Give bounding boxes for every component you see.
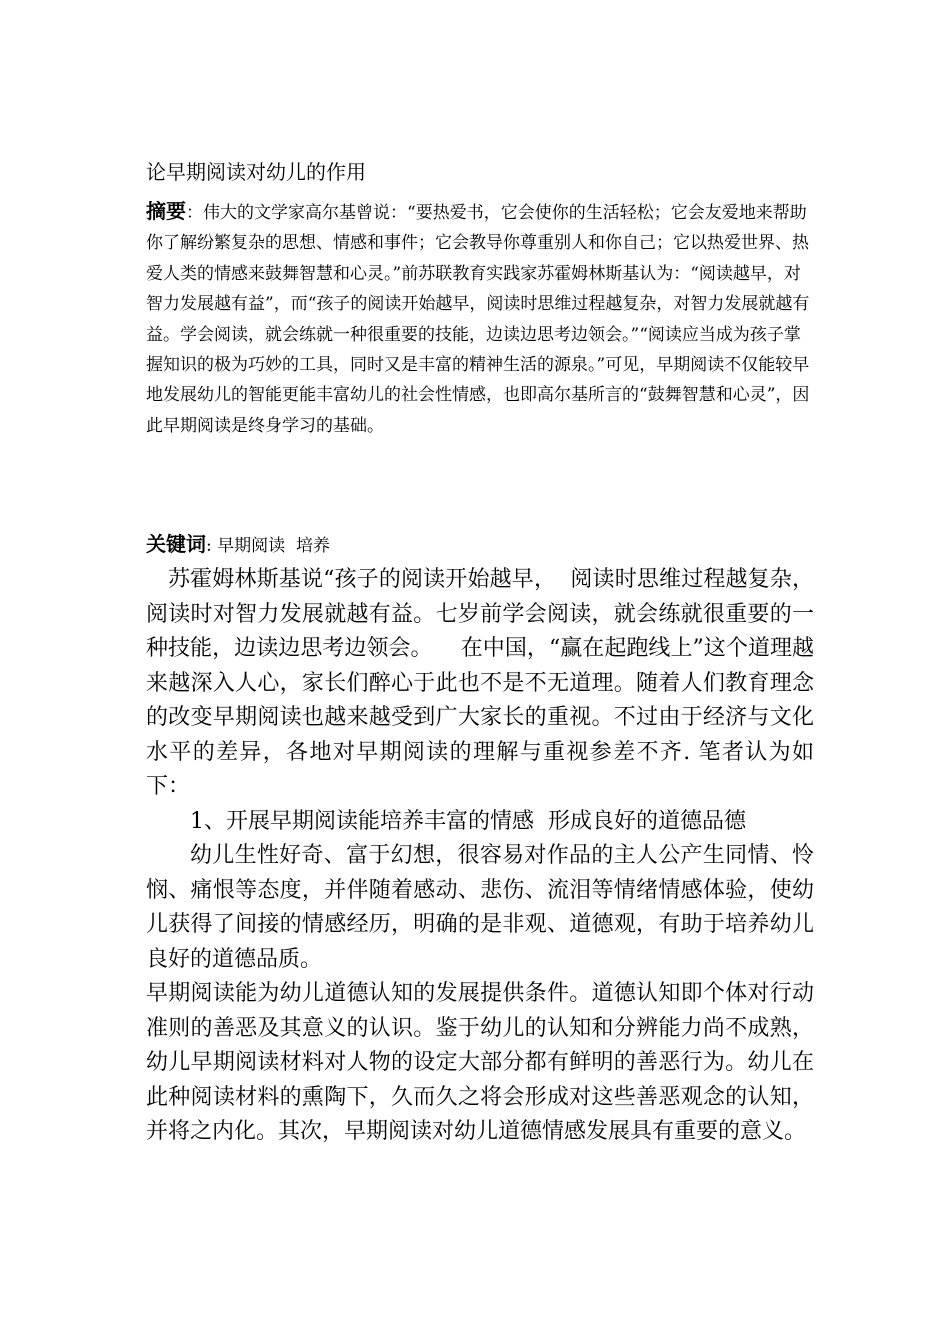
keywords-text: 早期阅读 培养 [211, 536, 330, 556]
abstract-label: 摘要 [146, 199, 186, 223]
paragraph-moral-cognition: 早期阅读能为幼儿道德认知的发展提供条件。道德认知即个体对行动准则的善恶及其意义的认识。鉴于幼儿的认知和分辨能力尚不成熟，幼儿早期阅读材料对人物的设定大部分都有鲜明的善恶行为。幼儿在此种阅读材料的熏陶下，久而久之将会形成对这些善恶观念的认知，并将之内化。其次，早期阅读对幼儿道德情感发展具有重要的意义。 [146, 981, 814, 1144]
section-heading-1: 1、开展早期阅读能培养丰富的情感 形成良好的道德品德 [190, 808, 746, 834]
keywords-label: 关键词 [146, 532, 206, 556]
body-text [146, 563, 814, 1150]
paragraph-intro: 苏霍姆林斯基说“孩子的阅读开始越早， 阅读时思维过程越复杂，阅读时对智力发展就越有益。七岁前学会阅读，就会练就很重要的一种技能，边读边思考边领会。 在中国，“赢在起跑线上”这个道理越来越深入人心，家长们醉心于此也不是不无道理。随着人们教育理念的改变早期阅读也越来越受到广大家长的重视。不过由于经济与文化水平的差异，各地对早期阅读的理解与重视参差不齐. 笔者认为如下： [146, 567, 814, 799]
abstract-text: 伟大的文学家高尔基曾说：“要热爱书，它会使你的生活轻松；它会友爱地来帮助你了解纷繁复杂的思想、情感和事件；它会教导你尊重别人和你自己；它以热爱世界、热爱人类的情感来鼓舞智慧和心灵。”前苏联教育实践家苏霍姆林斯基认为：“阅读越早，对智力发展越有益”，而“孩子的阅读开始越早，阅读时思维过程越复杂，对智力发展就越有益。学会阅读，就会练就一种很重要的技能，边读边思考边领会。”“阅读应当成为孩子掌握知识的极为巧妙的工具，同时又是丰富的精神生活的源泉。”可见，早期阅读不仅能较早地发展幼儿的智能更能丰富幼儿的社会性情感，也即高尔基所言的“鼓舞智慧和心灵”，因此早期阅读是终身学习的基础。 [146, 203, 810, 436]
keywords-separator: : [206, 536, 212, 556]
paragraph-emotion: 幼儿生性好奇、富于幻想，很容易对作品的主人公产生同情、怜悯、痛恨等态度，并伴随着感动、悲伤、流泪等情绪情感体验，使幼儿获得了间接的情感经历，明确的是非观、道德观，有助于培养幼儿良好的道德品质。 [146, 843, 814, 972]
abstract [146, 196, 816, 441]
abstract-separator: ： [186, 203, 203, 223]
keywords [146, 529, 816, 561]
document-title: 论早期阅读对幼儿的作用 [146, 160, 366, 184]
